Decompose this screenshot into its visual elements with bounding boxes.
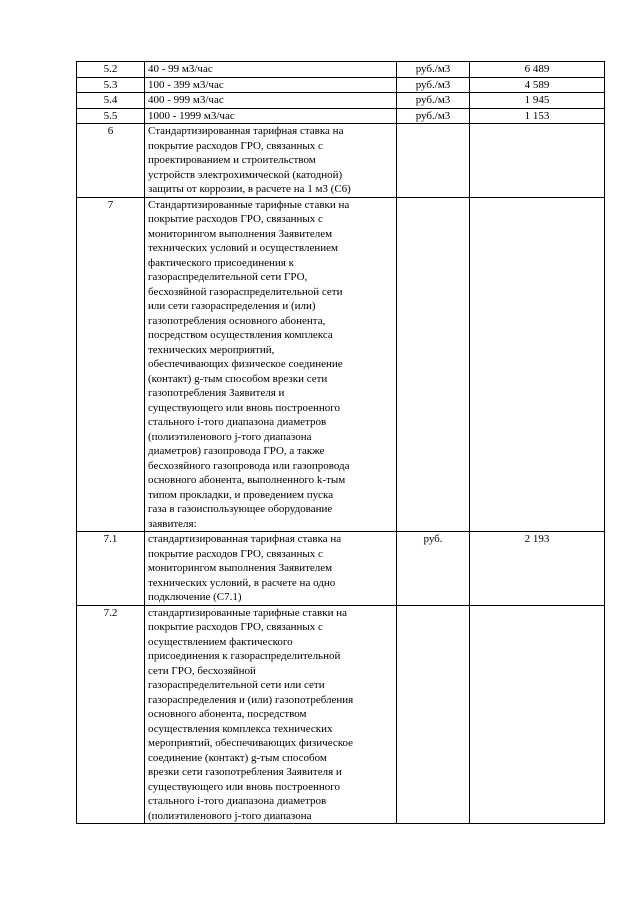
description-line: технических мероприятий, <box>148 343 275 356</box>
row-number: 5.2 <box>77 62 145 78</box>
row-unit: руб. <box>397 532 470 606</box>
description-line: Стандартизированная тарифная ставка на <box>148 125 344 137</box>
description-line: или сети газораспределения и (или) <box>148 300 316 312</box>
row-value: 6 489 <box>470 62 605 78</box>
description-line: существующего или вновь построенного <box>148 780 340 793</box>
description-line: осуществлением фактического <box>148 635 293 648</box>
description-line: газопотребления Заявителя и <box>148 387 285 399</box>
tariff-table <box>76 61 605 824</box>
description-line: диаметров) газопровода ГРО, а также <box>148 445 325 457</box>
row-number: 5.3 <box>77 77 145 93</box>
row-value <box>470 197 605 532</box>
row-unit <box>397 197 470 532</box>
description-line: фактического присоединения к <box>148 256 294 269</box>
row-value <box>470 605 605 824</box>
description-line: покрытие расходов ГРО, связанных с <box>148 139 323 152</box>
description-line: присоединения к газораспределительной <box>148 650 341 662</box>
description-line: стального i-того диапазона диаметров <box>148 795 327 807</box>
row-unit: руб./м3 <box>397 93 470 109</box>
row-value <box>470 124 605 198</box>
row-unit <box>397 605 470 824</box>
description-line: технических условий, в расчете на одно <box>148 576 336 589</box>
row-value: 1 945 <box>470 93 605 109</box>
row-number: 7.1 <box>77 532 145 606</box>
description-line: 40 - 99 м3/час <box>148 63 213 75</box>
description-line: мониторингом выполнения Заявителем <box>148 227 333 240</box>
description-line: защиты от коррозии, в расчете на 1 м3 (С6) <box>148 183 351 195</box>
row-number: 7.2 <box>77 605 145 824</box>
description-line: стандартизированные тарифные ставки на <box>148 606 347 619</box>
description-line: посредством осуществления комплекса <box>148 329 333 341</box>
row-value: 2 193 <box>470 532 605 606</box>
description-line: обеспечивающих физическое соединение <box>148 358 343 370</box>
table-row <box>77 77 605 93</box>
description-line: газораспределения и (или) газопотребления <box>148 693 354 706</box>
description-line: подключение (С7.1) <box>148 591 242 603</box>
description-line: стандартизированная тарифная ставка на <box>148 533 342 545</box>
description-line: проектированием и строительством <box>148 154 316 166</box>
description-line: технических условий и осуществлением <box>148 242 338 254</box>
description-line: врезки сети газопотребления Заявителя и <box>148 766 342 778</box>
description-line: заявителя: <box>148 517 197 530</box>
description-line: 100 - 399 м3/час <box>148 78 224 91</box>
description-line: осуществления комплекса технических <box>148 722 333 735</box>
description-line: газа в газоиспользующее оборудование <box>148 503 333 515</box>
row-description <box>145 62 397 78</box>
row-number: 5.5 <box>77 108 145 124</box>
description-line: 1000 - 1999 м3/час <box>148 109 235 122</box>
row-description <box>145 124 397 198</box>
description-line: 400 - 999 м3/час <box>148 94 224 106</box>
row-unit: руб./м3 <box>397 108 470 124</box>
description-line: типом прокладки, и проведением пуска <box>148 488 334 501</box>
table-row <box>77 124 605 198</box>
row-unit: руб./м3 <box>397 62 470 78</box>
table-row <box>77 93 605 109</box>
description-line: Стандартизированные тарифные ставки на <box>148 198 350 211</box>
description-line: мониторингом выполнения Заявителем <box>148 562 333 574</box>
row-description <box>145 532 397 606</box>
description-line: стального i-того диапазона диаметров <box>148 416 327 428</box>
description-line: (полиэтиленового j-того диапазона <box>148 809 312 822</box>
row-description <box>145 108 397 124</box>
description-line: (полиэтиленового j-того диапазона <box>148 430 312 443</box>
description-line: покрытие расходов ГРО, связанных с <box>148 621 323 633</box>
description-line: газораспределительной сети ГРО, <box>148 271 308 283</box>
row-value: 4 589 <box>470 77 605 93</box>
description-line: устройств электрохимической (катодной) <box>148 168 343 181</box>
table-row <box>77 532 605 606</box>
description-line: соединение (контакт) g-тым способом <box>148 751 327 764</box>
row-description <box>145 93 397 109</box>
description-line: основного абонента, посредством <box>148 708 307 720</box>
row-unit <box>397 124 470 198</box>
row-description <box>145 77 397 93</box>
table-row <box>77 197 605 532</box>
row-number: 6 <box>77 124 145 198</box>
row-value: 1 153 <box>470 108 605 124</box>
table-row <box>77 605 605 824</box>
description-line: основного абонента, выполненного k-тым <box>148 474 346 486</box>
row-unit: руб./м3 <box>397 77 470 93</box>
row-number: 5.4 <box>77 93 145 109</box>
table-row <box>77 62 605 78</box>
description-line: сети ГРО, бесхозяйной <box>148 664 256 677</box>
description-line: (контакт) g-тым способом врезки сети <box>148 372 328 385</box>
description-line: покрытие расходов ГРО, связанных с <box>148 547 323 560</box>
row-number: 7 <box>77 197 145 532</box>
description-line: бесхозяйной газораспределительной сети <box>148 285 343 298</box>
description-line: мероприятий, обеспечивающих физическое <box>148 737 354 749</box>
description-line: бесхозяйного газопровода или газопровода <box>148 459 350 472</box>
description-line: газораспределительной сети или сети <box>148 679 325 691</box>
description-line: существующего или вновь построенного <box>148 401 340 414</box>
row-description <box>145 605 397 824</box>
description-line: покрытие расходов ГРО, связанных с <box>148 213 323 225</box>
row-description <box>145 197 397 532</box>
description-line: газопотребления основного абонента, <box>148 314 326 327</box>
tariff-table-body <box>77 62 605 824</box>
table-row <box>77 108 605 124</box>
